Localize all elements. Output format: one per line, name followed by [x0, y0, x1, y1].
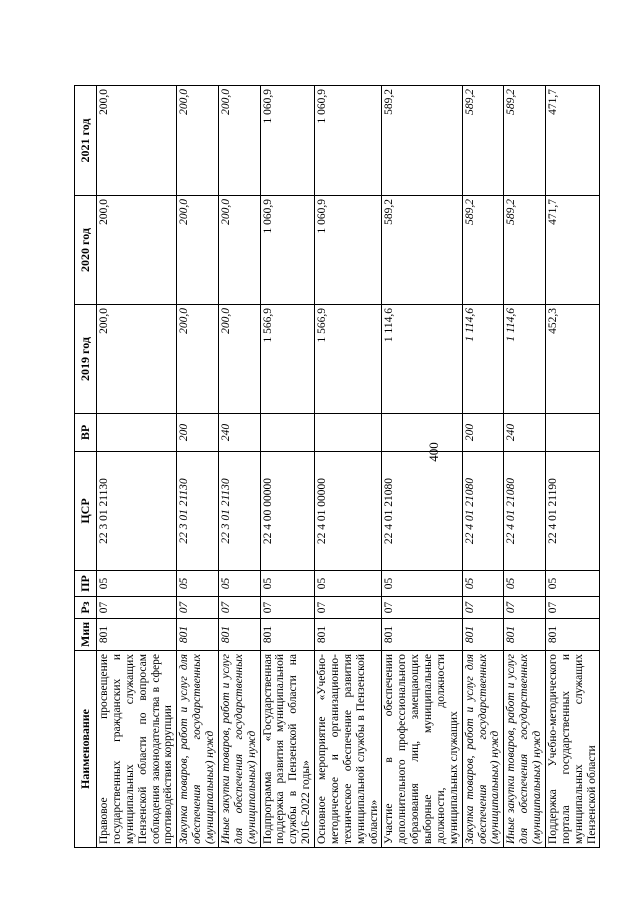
row-min-cell: 801 — [177, 619, 219, 651]
row-vr-cell — [382, 414, 462, 452]
row-min-cell: 801 — [462, 619, 504, 651]
table-row — [260, 86, 315, 848]
row-name-cell: Основное мероприятие «Учебно-методическое и организационно-техническое обеспечение развития муниципальной службы в Пензенской области» — [315, 651, 382, 848]
row-rz-cell: 07 — [504, 597, 546, 619]
row-rz-cell: 07 — [177, 597, 219, 619]
row-csr-cell: 22 3 01 21130 — [97, 452, 177, 571]
header-name: Наименование — [75, 651, 97, 848]
row-2019-cell: 1 114,6 — [462, 305, 504, 414]
row-vr-cell — [260, 414, 315, 452]
header-min: Мин — [75, 619, 97, 651]
table-row — [545, 86, 600, 848]
header-rz: Рз — [75, 597, 97, 619]
row-min-cell: 801 — [97, 619, 177, 651]
row-pr-cell: 05 — [545, 571, 600, 597]
row-2019-cell: 1 114,6 — [382, 305, 462, 414]
row-2021-cell: 589,2 — [382, 86, 462, 196]
row-csr-cell: 22 4 01 21190 — [545, 452, 600, 571]
header-2019: 2019 год — [75, 305, 97, 414]
table-row — [504, 86, 546, 848]
row-name-cell: Иные закупки товаров, работ и услуг для обеспечения государственных (муниципальных) нужд — [218, 651, 260, 848]
row-name-cell: Участие в обеспечении дополнительного профессионального образования лиц, замещающих выборные муниципальные должности, должности муниципальных служащих — [382, 651, 462, 848]
row-2020-cell: 589,2 — [382, 196, 462, 305]
row-rz-cell: 07 — [97, 597, 177, 619]
row-2020-cell: 471,7 — [545, 196, 600, 305]
row-2020-cell: 200,0 — [97, 196, 177, 305]
row-csr-cell: 22 3 01 21130 — [218, 452, 260, 571]
row-2020-cell: 200,0 — [218, 196, 260, 305]
row-min-cell: 801 — [545, 619, 600, 651]
row-vr-cell: 200 — [177, 414, 219, 452]
row-2021-cell: 589,2 — [504, 86, 546, 196]
row-2021-cell: 1 060,9 — [315, 86, 382, 196]
row-pr-cell: 05 — [382, 571, 462, 597]
row-csr-cell: 22 4 01 00000 — [315, 452, 382, 571]
row-2019-cell: 1 566,9 — [315, 305, 382, 414]
row-csr-cell: 22 4 01 21080 — [462, 452, 504, 571]
row-rz-cell: 07 — [218, 597, 260, 619]
row-2021-cell: 200,0 — [218, 86, 260, 196]
row-pr-cell: 05 — [218, 571, 260, 597]
row-name-cell: Поддержка Учебно-методического портала государственных и муниципальных служащих Пензенской области — [545, 651, 600, 848]
header-2021: 2021 год — [75, 86, 97, 196]
row-name-cell: Закупка товаров, работ и услуг для обеспечения государственных (муниципальных) нужд — [462, 651, 504, 848]
row-2021-cell: 589,2 — [462, 86, 504, 196]
row-csr-cell: 22 4 01 21080 — [504, 452, 546, 571]
table-row — [382, 86, 462, 848]
row-csr-cell: 22 3 01 21130 — [177, 452, 219, 571]
row-2021-cell: 200,0 — [177, 86, 219, 196]
row-2020-cell: 200,0 — [177, 196, 219, 305]
row-pr-cell: 05 — [315, 571, 382, 597]
row-2019-cell: 1 114,6 — [504, 305, 546, 414]
row-vr-cell: 240 — [218, 414, 260, 452]
row-2020-cell: 589,2 — [462, 196, 504, 305]
row-rz-cell: 07 — [462, 597, 504, 619]
page-number: 400 — [426, 442, 441, 462]
budget-table — [74, 85, 600, 848]
row-min-cell: 801 — [315, 619, 382, 651]
row-csr-cell: 22 4 01 21080 — [382, 452, 462, 571]
table-row — [218, 86, 260, 848]
table-row — [462, 86, 504, 848]
row-2019-cell: 200,0 — [97, 305, 177, 414]
header-pr: ПР — [75, 571, 97, 597]
header-csr: ЦСР — [75, 452, 97, 571]
row-min-cell: 801 — [260, 619, 315, 651]
row-pr-cell: 05 — [504, 571, 546, 597]
row-2020-cell: 1 060,9 — [315, 196, 382, 305]
row-vr-cell — [545, 414, 600, 452]
table-row — [315, 86, 382, 848]
row-rz-cell: 07 — [382, 597, 462, 619]
row-2020-cell: 589,2 — [504, 196, 546, 305]
row-rz-cell: 07 — [545, 597, 600, 619]
header-vr: ВР — [75, 414, 97, 452]
row-2020-cell: 1 060,9 — [260, 196, 315, 305]
row-name-cell: Правовое просвещение государственных гражданских и муниципальных служащих Пензенской области по вопросам соблюдения законодательства в сфере противодействия коррупции — [97, 651, 177, 848]
table-row — [177, 86, 219, 848]
row-2021-cell: 471,7 — [545, 86, 600, 196]
row-pr-cell: 05 — [177, 571, 219, 597]
row-pr-cell: 05 — [97, 571, 177, 597]
row-pr-cell: 05 — [260, 571, 315, 597]
row-vr-cell — [315, 414, 382, 452]
row-2019-cell: 200,0 — [218, 305, 260, 414]
row-vr-cell: 240 — [504, 414, 546, 452]
row-rz-cell: 07 — [260, 597, 315, 619]
header-2020: 2020 год — [75, 196, 97, 305]
row-rz-cell: 07 — [315, 597, 382, 619]
row-2019-cell: 1 566,9 — [260, 305, 315, 414]
row-min-cell: 801 — [504, 619, 546, 651]
row-2021-cell: 1 060,9 — [260, 86, 315, 196]
row-2019-cell: 200,0 — [177, 305, 219, 414]
row-name-cell: Иные закупки товаров, работ и услуг для обеспечения государственных (муниципальных) нужд — [504, 651, 546, 848]
row-2021-cell: 200,0 — [97, 86, 177, 196]
row-pr-cell: 05 — [462, 571, 504, 597]
row-vr-cell — [97, 414, 177, 452]
row-min-cell: 801 — [218, 619, 260, 651]
table-row — [97, 86, 177, 848]
row-vr-cell: 200 — [462, 414, 504, 452]
rotated-table-container — [74, 86, 598, 848]
row-name-cell: Подпрограмма «Государственная поддержка развития муниципальной службы в Пензенской области на 2016–2022 годы» — [260, 651, 315, 848]
row-csr-cell: 22 4 00 00000 — [260, 452, 315, 571]
row-2019-cell: 452,3 — [545, 305, 600, 414]
table-body — [97, 86, 600, 848]
row-min-cell: 801 — [382, 619, 462, 651]
row-name-cell: Закупка товаров, работ и услуг для обеспечения государственных (муниципальных) нужд — [177, 651, 219, 848]
table-header-row — [75, 86, 97, 848]
